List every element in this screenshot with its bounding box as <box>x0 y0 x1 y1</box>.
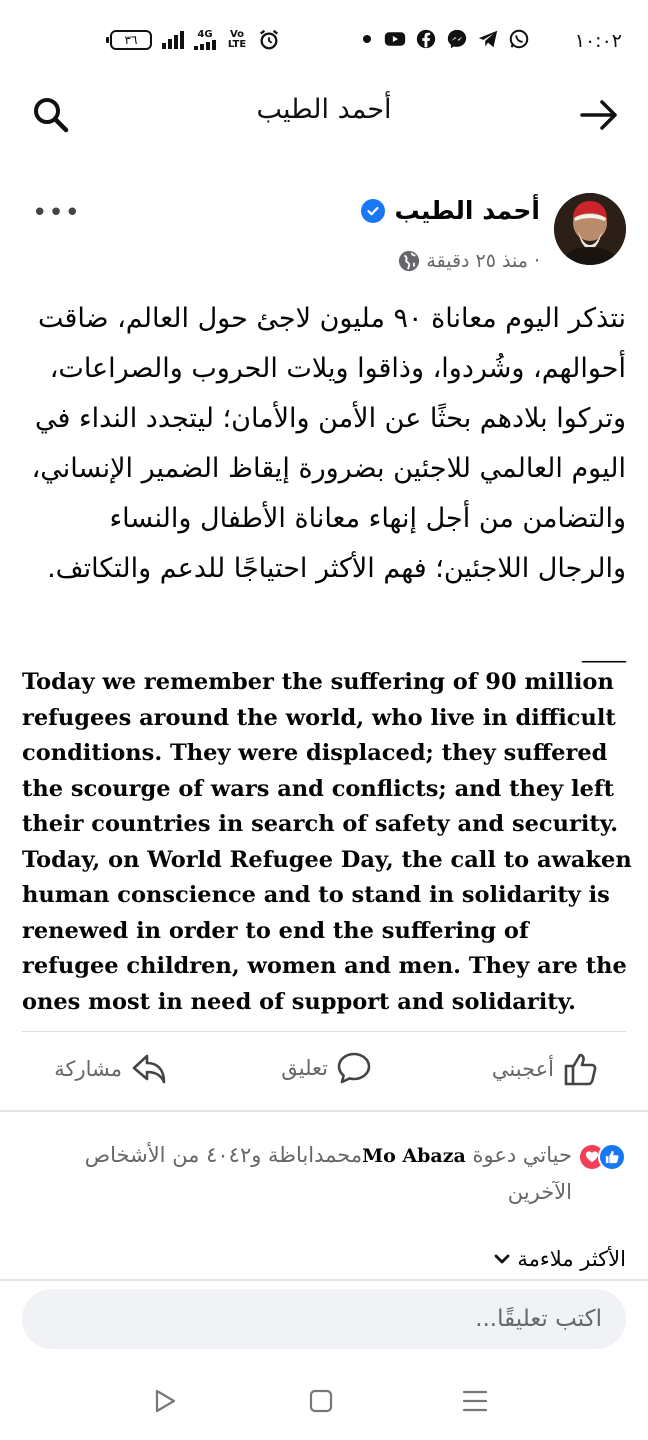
whatsapp-icon <box>508 28 530 50</box>
youtube-icon <box>384 28 406 50</box>
verified-badge-icon <box>361 199 385 223</box>
status-bar <box>0 0 648 86</box>
avatar-image <box>554 193 626 265</box>
comment-label: تعليق <box>281 1056 328 1080</box>
like-label: أعجبني <box>491 1057 554 1081</box>
triangle-back-icon <box>150 1386 180 1416</box>
post-time[interactable]: منذ ٢٥ دقيقة · <box>426 250 540 272</box>
thumbs-up-icon <box>562 1050 600 1088</box>
nav-home-button[interactable] <box>306 1386 336 1416</box>
reactions-text <box>66 1137 572 1210</box>
reactions-suffix: محمداباظة و٤٠٤٢ من الأشخاص الآخرين <box>84 1143 572 1204</box>
share-label: مشاركة <box>54 1057 122 1081</box>
more-notifications-dot <box>363 35 371 43</box>
arrow-right-icon <box>578 94 620 136</box>
post-meta <box>398 250 540 272</box>
text-divider: ____ <box>582 638 626 663</box>
comment-input[interactable] <box>22 1289 626 1349</box>
network-icon <box>194 30 216 50</box>
page-title: أحمد الطيب <box>256 94 392 125</box>
notification-icons <box>363 28 530 50</box>
like-reaction-icon <box>598 1143 626 1171</box>
comment-sort-dropdown[interactable] <box>493 1247 626 1271</box>
author-avatar[interactable] <box>554 193 626 265</box>
comment-composer <box>22 1289 626 1349</box>
comment-button[interactable] <box>281 1050 372 1086</box>
nav-recents-button[interactable] <box>460 1386 490 1416</box>
menu-lines-icon <box>460 1386 490 1416</box>
square-home-icon <box>306 1386 336 1416</box>
post-actions <box>0 1050 648 1096</box>
author-name[interactable]: أحمد الطيب <box>394 196 540 225</box>
share-button[interactable] <box>54 1050 168 1088</box>
author-row <box>361 196 540 225</box>
reaction-icons <box>578 1143 626 1210</box>
telegram-icon <box>477 28 499 50</box>
more-options-icon[interactable]: ••• <box>32 198 82 228</box>
battery-icon <box>110 30 152 50</box>
divider <box>0 1110 648 1112</box>
reactions-summary[interactable] <box>66 1137 626 1210</box>
post-text-english: Today we remember the suffering of 90 million refugees around the world, who live in difficult conditions. They were displaced; they suffered the scourge of wars and conflicts; and they left their countries in search of safety and security. Today, on World Refugee Day, the call to awaken human conscience and to stand in solidarity is renewed in order to end the suffering of refugee children, women and men. They are the ones most in need of support and solidarity. <box>22 669 632 1015</box>
globe-icon <box>398 250 420 272</box>
reactions-prefix: حياتي دعوة <box>465 1143 572 1167</box>
top-app-bar <box>0 86 648 142</box>
chevron-down-icon <box>493 1250 511 1268</box>
like-button[interactable] <box>492 1050 600 1088</box>
facebook-icon <box>415 28 437 50</box>
volte-icon: Vo LTE <box>227 29 247 50</box>
sort-label: الأكثر ملاءمة <box>517 1247 626 1271</box>
signal-icon <box>162 31 184 49</box>
post-text-arabic: نتذكر اليوم معاناة ٩٠ مليون لاجئ حول العالم، ضاقت أحوالهم، وشُردوا، وذاقوا ويلات الحروب والصراعات، وتركوا بلادهم بحثًا عن الأمن والأمان؛ ليتجدد النداء في اليوم العالمي للاجئين بضرورة إيقاظ الضمير الإنساني، والتضامن من أجل إنهاء معاناة الأطفال والنساء والرجال اللاجئين؛ فهم الأكثر احتياجًا للدعم والتكاتف. <box>31 303 626 584</box>
clock: ١٠:٠٢ <box>574 30 622 52</box>
system-nav-bar <box>0 1370 648 1440</box>
battery-level: ٣٦ <box>124 33 138 47</box>
nav-back-button[interactable] <box>150 1386 180 1416</box>
share-icon <box>130 1050 168 1088</box>
status-indicators <box>110 29 280 51</box>
divider <box>0 1279 648 1281</box>
back-button[interactable] <box>578 94 620 136</box>
divider <box>22 1031 626 1032</box>
comment-icon <box>336 1050 372 1086</box>
reactions-name: Mo Abaza <box>362 1145 466 1167</box>
alarm-icon <box>258 29 280 51</box>
messenger-icon <box>446 28 468 50</box>
network-label: 4G <box>197 29 213 40</box>
